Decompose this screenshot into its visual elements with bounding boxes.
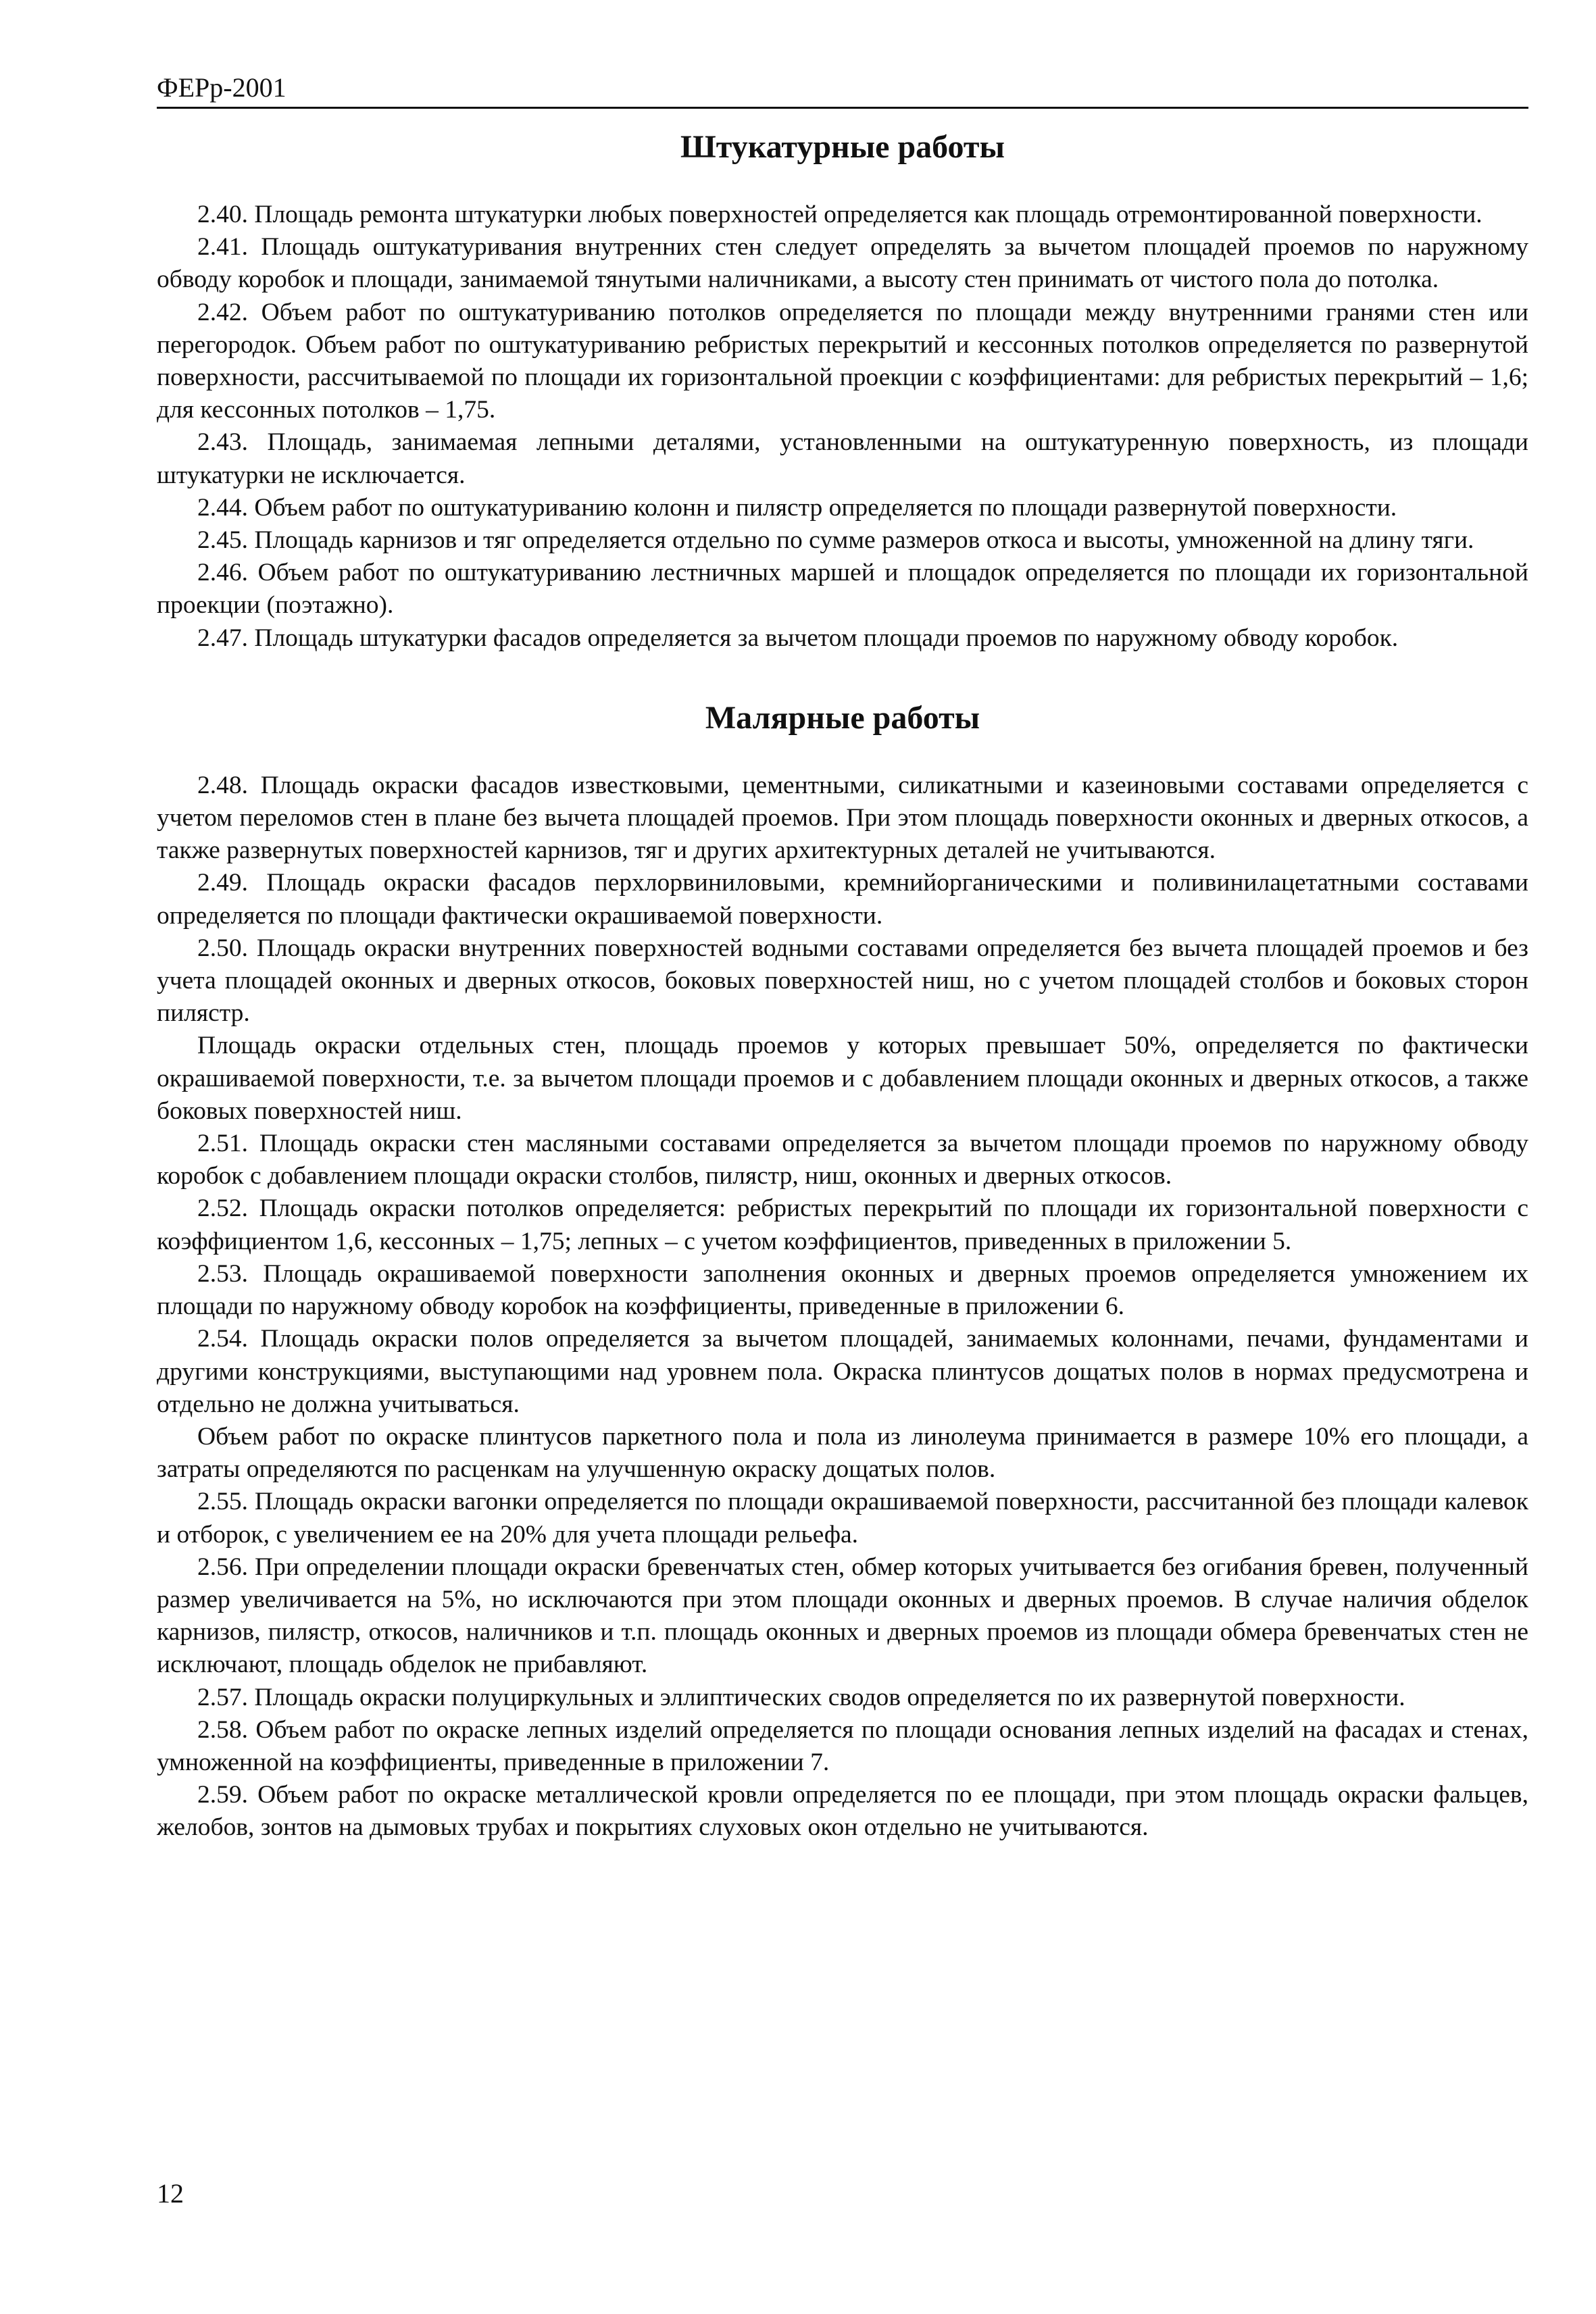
paragraph-2-53: 2.53. Площадь окрашиваемой поверхности заполнения оконных и дверных проемов определяется умножением их площади по наружному обводу коробок на коэффициенты, приведенные в приложении 6. xyxy=(157,1259,1528,1321)
section-title: Штукатурные работы xyxy=(680,129,1005,165)
paragraph-2-58: 2.58. Объем работ по окраске лепных изделий определяется по площади основания лепных изделий на фасадах и стенах, умноженной на коэффициенты, приведенные в приложении 7. xyxy=(157,1715,1528,1776)
paragraph-2-41: 2.41. Площадь оштукатуривания внутренних стен следует определять за вычетом площадей проемов по наружному обводу коробок и площади, занимаемой тянутыми наличниками, а высоту стен принимать от чистого пола до потолка. xyxy=(157,233,1528,294)
paragraph-2-47: 2.47. Площадь штукатурки фасадов определяется за вычетом площади проемов по наружному обводу коробок. xyxy=(197,624,1399,652)
paragraph-2-52: 2.52. Площадь окраски потолков определяется: ребристых перекрытий по площади их горизонтальной поверхности с коэффициентом 1,6, кессонных – 1,75; лепных – с учетом коэффициентов, приведенных в приложении 5. xyxy=(157,1194,1528,1255)
section-plastering xyxy=(157,128,1528,655)
paragraph-2-50: 2.50. Площадь окраски внутренних поверхностей водными составами определяется без вычета площадей проемов и без учета площадей оконных и дверных откосов, боковых поверхностей ниш, но с учетом площадей столбов и боковых сторон пилястр. xyxy=(157,934,1528,1028)
paragraph-2-51: 2.51. Площадь окраски стен масляными составами определяется за вычетом площади проемов по наружному обводу коробок с добавлением площади окраски столбов, пилястр, ниш, оконных и дверных откосов. xyxy=(157,1130,1528,1190)
paragraph-2-45: 2.45. Площадь карнизов и тяг определяется отдельно по сумме размеров откоса и высоты, умноженной на длину тяги. xyxy=(197,526,1474,555)
section-painting xyxy=(157,699,1528,1844)
paragraph-2-46: 2.46. Объем работ по оштукатуриванию лестничных маршей и площадок определяется по площади их горизонтальной проекции (поэтажно). xyxy=(157,559,1528,620)
paragraph-2-54-continued: Объем работ по окраске плинтусов паркетного пола и пола из линолеума принимается в размере 10% его площади, а затраты определяются по расценкам на улучшенную окраску дощатых полов. xyxy=(157,1422,1528,1484)
paragraph-2-44: 2.44. Объем работ по оштукатуриванию колонн и пилястр определяется по площади развернутой поверхности. xyxy=(197,493,1397,522)
paragraph-2-42: 2.42. Объем работ по оштукатуриванию потолков определяется по площади между внутренними гранями стен или перегородок. Объем работ по оштукатуриванию ребристых перекрытий и кессонных потолков определяется по развернутой поверхности, рассчитываемой по площади их горизонтальной проекции с коэффициентами: для ребристых перекрытий – 1,6; для кессонных потолков – 1,75. xyxy=(157,298,1528,424)
paragraph-2-57: 2.57. Площадь окраски полуциркульных и эллиптических сводов определяется по их развернутой поверхности. xyxy=(197,1683,1405,1711)
page-number: 12 xyxy=(157,2178,184,2209)
document-header xyxy=(157,68,1528,109)
paragraph-2-49: 2.49. Площадь окраски фасадов перхлорвиниловыми, кремнийорганическими и поливинилацетатными составами определяется по площади фактически окрашиваемой поверхности. xyxy=(157,869,1528,930)
paragraph-2-48: 2.48. Площадь окраски фасадов известковыми, цементными, силикатными и казеиновыми составами определяется с учетом переломов стен в плане без вычета площадей проемов. При этом площадь поверхности оконных и дверных откосов, а также развернутых поверхностей карнизов, тяг и других архитектурных деталей не учитываются. xyxy=(157,771,1528,865)
paragraph-2-54: 2.54. Площадь окраски полов определяется за вычетом площадей, занимаемых колоннами, печами, фундаментами и другими конструкциями, выступающими над уровнем пола. Окраска плинтусов дощатых полов в нормах предусмотрена и отдельно не должна учитываться. xyxy=(157,1325,1528,1418)
paragraph-2-50-continued: Площадь окраски отдельных стен, площадь проемов у которых превышает 50%, определяется по фактически окрашиваемой поверхности, т.е. за вычетом площади проемов и с добавлением площади оконных и дверных откосов, а также боковых поверхностей ниш. xyxy=(157,1032,1528,1125)
page-content xyxy=(157,128,1528,1844)
paragraph-2-55: 2.55. Площадь окраски вагонки определяется по площади окрашиваемой поверхности, рассчитанной без площади калевок и отборок, с увеличением ее на 20% для учета площади рельефа. xyxy=(157,1488,1528,1549)
paragraph-2-40: 2.40. Площадь ремонта штукатурки любых поверхностей определяется как площадь отремонтированной поверхности. xyxy=(197,201,1482,228)
paragraph-2-43: 2.43. Площадь, занимаемая лепными деталями, установленными на оштукатуренную поверхность, из площади штукатурки не исключается. xyxy=(157,428,1528,489)
section-title: Малярные работы xyxy=(705,699,980,736)
document-code: ФЕРр-2001 xyxy=(157,72,286,103)
paragraph-2-59: 2.59. Объем работ по окраске металлической кровли определяется по ее площади, при этом площадь окраски фальцев, желобов, зонтов на дымовых трубах и покрытиях слуховых окон отдельно не учитываются. xyxy=(157,1781,1528,1842)
paragraph-2-56: 2.56. При определении площади окраски бревенчатых стен, обмер которых учитывается без огибания бревен, полученный размер увеличивается на 5%, но исключаются при этом площади оконных и дверных проемов. В случае наличия обделок карнизов, пилястр, откосов, наличников и т.п. площадь оконных и дверных проемов из площади обмера бревенчатых стен не исключают, площадь обделок не прибавляют. xyxy=(157,1553,1528,1679)
